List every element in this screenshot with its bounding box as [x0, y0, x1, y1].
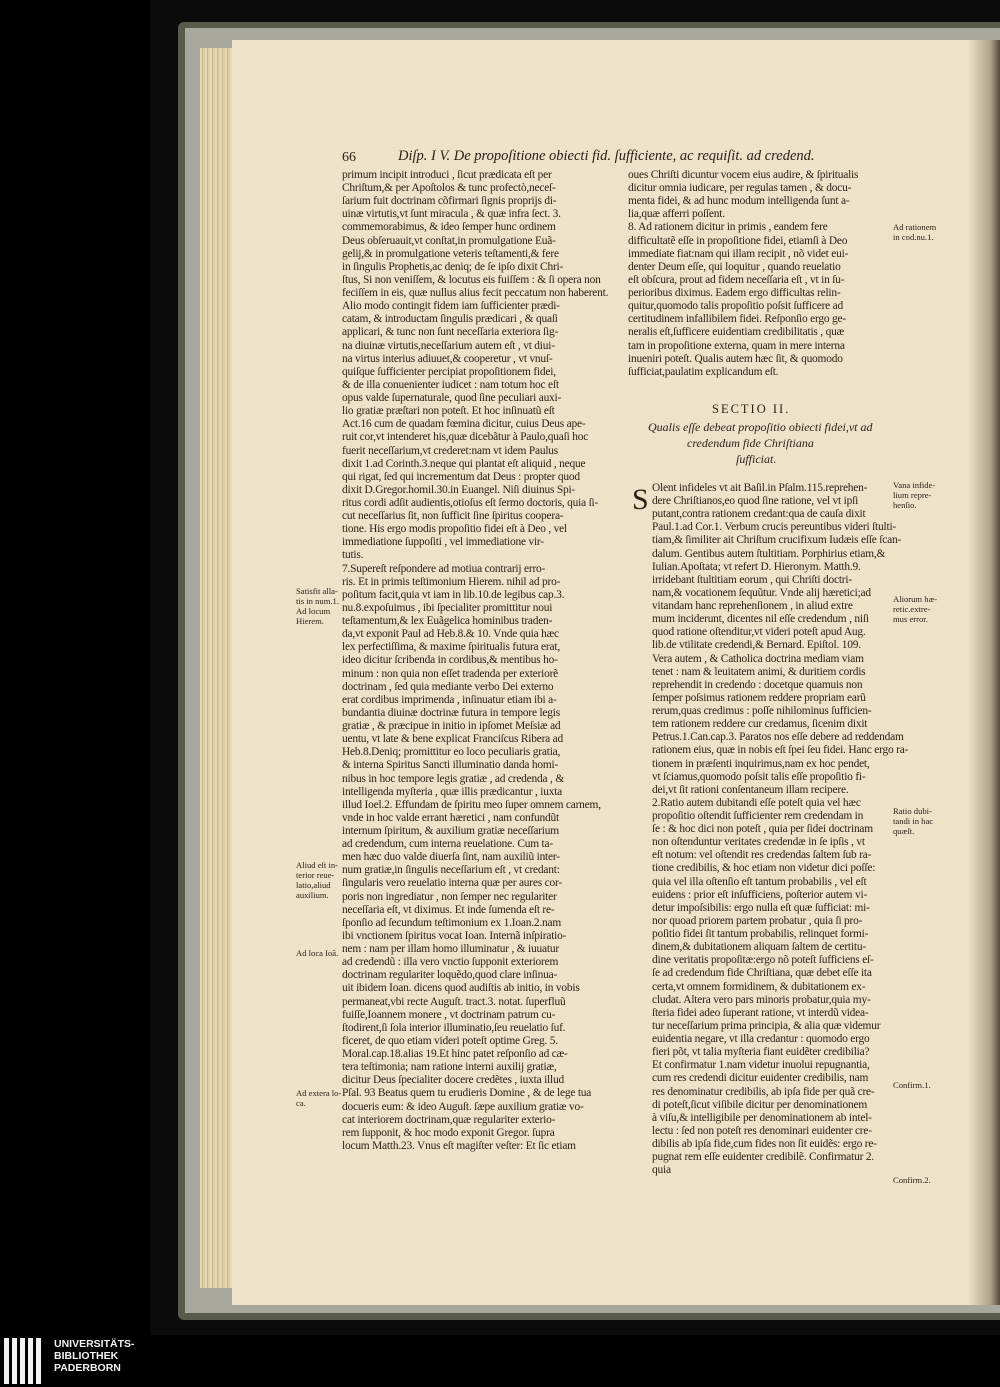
text-line: vnde in hoc valde errant hæretici , nam confundũt	[342, 811, 559, 824]
text-line: lio gratiæ præſtari non poteſt. Et hoc inſinuatũ eſt	[342, 405, 555, 418]
text-line: ad credendũ : illa vero vnctio ſupponit exteriorem	[342, 956, 559, 969]
section-title-line-3: ſufficiat.	[736, 452, 777, 466]
text-line: ſufficiat,paulatim explicandum eſt.	[628, 365, 779, 378]
text-line: Paul.1.ad Cor.1. Verbum crucis pereuntibus videri ſtulti-	[652, 521, 897, 534]
text-line: lectu : ſed non poteſt res denominari euidenter cre-	[652, 1124, 872, 1137]
text-line: nam,& vocationem ſequũtur. Vnde alij hæretici;ad	[652, 586, 871, 599]
text-line: nem : nam per illam homo illuminatur , & iuuatur	[342, 943, 559, 956]
text-line: 2.Ratio autem dubitandi eſſe poteſt quia vel hæc	[652, 796, 861, 809]
text-line: dalum. Gentibus autem ſtultitiam. Porphirius etiam,&	[652, 547, 886, 560]
margin-note-line: ca.	[296, 1098, 306, 1108]
text-line: inueniri poteſt. Qualis autem hæc ſit, & quomodo	[628, 352, 843, 365]
text-line: quod ratione oſtenditur,vt videri poteſt apud Aug.	[652, 626, 866, 639]
margin-note-line: retic.extre-	[893, 604, 931, 614]
logo-line: BIBLIOTHEK	[54, 1350, 119, 1362]
text-line: Pſal. 93 Beatus quem tu erudieris Domine , & de lege tua	[342, 1087, 592, 1100]
text-line: ſingularis vero reuelatio interna quæ per aures cor-	[342, 877, 562, 890]
text-line: poris non ingrediatur , non ſemper nec regulariter	[342, 890, 557, 903]
text-line: detur impoſsibilis: ergo nulla eſt quæ ſufficiat: mi-	[652, 901, 870, 914]
margin-note-line: in cod.nu.1.	[893, 232, 934, 242]
text-line: na virtus interius adiuuet,& cooperetur , vt vnuſ-	[342, 352, 553, 365]
page-number: 66	[342, 150, 356, 165]
text-line: quitur,quomodo talis propoſitio poſsit ſufficere ad	[628, 300, 844, 313]
text-line: cut neceſſarius ſit, non ſufficit ſine ſpiritus coopera-	[342, 510, 564, 523]
text-line: immediate fiat:nam qui illam recipit , nõ videt eui-	[628, 247, 849, 260]
text-line: Vera autem , & Catholica doctrina mediam viam	[652, 652, 864, 665]
text-line: vt ſciamus,quomodo poſsit talis eſſe propoſitio fi-	[652, 770, 866, 783]
text-line: feciſſem in eis, quæ nullus alius fecit peccatum non haberent.	[342, 287, 609, 300]
text-line: opus valde ſupernaturale, quod ſine peculiari auxi-	[342, 392, 562, 405]
margin-note-line: henſio.	[893, 500, 917, 510]
text-line: Deus obſeruauit,vt conſtat,in promulgatione Euã-	[342, 234, 556, 247]
text-line: na diuinæ virtutis,neceſſarium autem eſt , vt diui-	[342, 339, 555, 352]
text-line: gelij,& in promulgatione veteris teſtamenti,& fere	[342, 247, 559, 260]
text-line: dicitur omnia iudicare, per regulas tamen , & docu-	[628, 182, 852, 195]
drop-cap: S	[632, 483, 649, 516]
text-line: ſarium fuit doctrinam cõfirmari ſignis proprijs di-	[342, 195, 557, 208]
text-line: res denominatur credibilis, ab ipſa fide per quã cre-	[652, 1085, 875, 1098]
text-line: rerum,quas credimus : poſſe nihilominus ſufficien-	[652, 705, 872, 718]
text-line: lex perfectiſſima, & maxime ſpiritualis futura erat,	[342, 641, 560, 654]
text-line: tera teſtimonia; nam ratione interni auxilij gratiæ,	[342, 1061, 557, 1074]
logo-line: PADERBORN	[54, 1362, 121, 1374]
text-line: da,vt exponit Paul ad Heb.8.& 10. Vnde quia hæc	[342, 628, 559, 641]
text-line: ſtodirent,ſi ſola interior illuminatio,ſeu reuelatio ſuf.	[342, 1021, 566, 1034]
text-line: lia,quæ afferri poſſent.	[628, 208, 725, 221]
text-line: fuiſſe,Ioannem monere , vt doctrinam patrum cu-	[342, 1008, 556, 1021]
text-line: vitandam hanc reprehenſionem , in aliud extre	[652, 600, 853, 613]
text-line: uit ibidem Ioan. dicens quod audiſtis ab initio, in vobis	[342, 982, 580, 995]
text-line: ſponſio ad ſecundum teſtimonium ex 1.Ioan.2.nam	[342, 916, 562, 929]
text-line: cat interiorem doctrinam,quæ regulariter exterio-	[342, 1113, 556, 1126]
text-line: irridebant ſtultitiam eorum , qui Chriſti doctri-	[652, 573, 852, 586]
text-line: ris. Et in primis teſtimonium Hierem. nihil ad pro-	[342, 575, 561, 588]
text-line: non oſtenduntur veritates credendæ in ſe ipſis , vt	[652, 836, 865, 849]
text-line: tione. His ergo modis propoſitio fidei eſt à Deo , vel	[342, 523, 567, 536]
text-line: quia vel illa oſtenſio eſt tantum probabilis , vel eſt	[652, 875, 867, 888]
section-heading: SECTIO II.	[712, 402, 791, 416]
text-line: tione credibilis, & hoc etiam non videtur dici poſſe:	[652, 862, 876, 875]
margin-note-line: auxilium.	[296, 890, 329, 900]
text-line: difficultatẽ eſſe in propoſitione fidei, etiamſi à Deo	[628, 234, 848, 247]
text-line: uinæ virtutis,vt ſunt miracula , & quæ infra ſect. 3.	[342, 208, 561, 221]
text-line: Moral.cap.18.alias 19.Et hinc patet reſponſio ad cæ-	[342, 1048, 568, 1061]
text-line: pugnat rem eſſe euidenter credibilẽ. Confirmatur 2.	[652, 1151, 874, 1164]
margin-note-line: Ad locum	[296, 606, 331, 616]
text-line: fieri põt, vt talia myſteria fiant euidẽter credibilia?	[652, 1046, 870, 1059]
text-line: oues Chriſti dicuntur vocem eius audire, & ſpiritualis	[628, 169, 859, 181]
text-line: ritus cordi adſit audientis,otioſus eſt ſermo doctoris, quia ſi-	[342, 497, 599, 509]
text-line: catam, & introductam ſingulis prædicari , & quaſi	[342, 313, 558, 326]
text-line: certitudinem infallibilem fidei. Reſponſio ergo ge-	[628, 313, 846, 326]
running-header: Diſp. I V. De propoſitione obiecti fid. ſufficiente, ac requiſit. ad credend.	[398, 148, 815, 164]
text-line: & interna Spiritus Sancti illuminatio danda homi-	[342, 759, 559, 772]
text-line: putant,contra rationem credant:qua de cauſa dixit	[652, 508, 866, 521]
text-line: primum incipit introduci , ſicut prædicata eſt per	[342, 169, 552, 181]
text-line: Alio modo contingit fidem iam ſufficienter prædi-	[342, 300, 560, 313]
text-line: locum Matth.23. Vnus eſt magiſter veſter: Et ſic etiam	[342, 1139, 576, 1152]
text-line: commemorabimus, & ideo ſemper hunc ordinem	[342, 221, 556, 234]
text-line: Et confirmatur 1.nam videtur inuolui repugnantia,	[652, 1059, 870, 1072]
text-line: eſt notum: vel oſtendit res credendas ſaltem ſub ra-	[652, 849, 872, 862]
text-line: dere Chriſtianos,eo quod ſine ratione, vel vt ipſi	[652, 495, 859, 508]
text-line: cludat. Altera vero pars minoris probatur,quia my-	[652, 993, 871, 1006]
text-line: dibilis ab ipſa fide,cum fides non ſit euidẽs: ergo re-	[652, 1138, 877, 1150]
page-gutter-shadow	[968, 40, 1000, 1305]
text-line: bundantia diuinæ doctrinæ futura in tempore legis	[342, 706, 560, 719]
text-line: lib.de vtilitate credendi,& Bernard. Epiſtol. 109.	[652, 639, 861, 652]
text-line: Petrus.1.Can.cap.3. Paratos nos eſſe debere ad reddendam	[652, 731, 904, 744]
text-line: doctrinam regulariter loquẽdo,quod clare inſinua-	[342, 969, 558, 982]
text-line: ſemper poſsimus rationem reddere propriam earũ	[652, 691, 866, 704]
text-line: euidens : prior eſt inſufficiens, poſterior autem vi-	[652, 888, 868, 901]
text-line: eſt obſcura, prout ad fidem neceſſaria eſt , vt in ſu-	[628, 273, 845, 286]
text-line: dinem,& dubitationem aliquam ſaltem de certitu-	[652, 941, 866, 954]
text-line: fuerit neceſſarium,vt crederet:nam vt idem Paulus	[342, 444, 559, 457]
text-line: poſitum facit,quia vt iam in lib.10.de legibus cap.3.	[342, 588, 565, 601]
page-edges	[200, 48, 232, 1288]
text-line: uentu, vt late & bene explicat Franciſcus Ribera ad	[342, 733, 564, 746]
text-line: doctrinam , ſed quia mediante verbo Dei externo	[342, 680, 554, 693]
margin-note-line: Hierem.	[296, 616, 324, 626]
text-line: gratiæ , & præcipue in initio in ipſomet Meſsiæ ad	[342, 720, 561, 733]
library-logo-bar	[0, 1335, 1000, 1387]
margin-note-line: latio,aliud	[296, 880, 331, 890]
text-line: Heb.8.Deniq; promittitur eo loco peculiaris gratia,	[342, 746, 561, 759]
logo-line: UNIVERSITÄTS-	[54, 1338, 135, 1350]
text-line: tiam,& ſimiliter ait Chriſtum crucifixum Iudæis eſſe ſcan-	[652, 534, 902, 547]
text-line: rationem eius, quæ in nobis eſt ſpei ſeu fidei. Hanc ergo ra-	[652, 744, 909, 757]
text-line: ſe ad credendum fide Chriſtiana, quæ debet eſſe ita	[652, 967, 872, 980]
text-line: ſtus, Si non veniſſem, & locutus eis fuiſſem : & ſi opera non	[342, 273, 601, 286]
text-line: men hæc duo valde diuerſa ſint, nam auxiliũ inter-	[342, 851, 560, 864]
text-line: dei,vt ſit rationi conſentaneum illam recipere.	[652, 783, 849, 796]
text-line: dixit 1.ad Corinth.3.neque qui plantat eſt aliquid , neque	[342, 457, 586, 470]
text-line: denter Deum eſſe, qui loquitur , quando reuelatio	[628, 260, 841, 273]
margin-note-line: Satisfit alla-	[296, 586, 338, 596]
text-line: minum : non quia non eſſet tradenda per exteriorẽ	[342, 667, 559, 680]
margin-note-line: tandi in hac	[893, 816, 934, 826]
text-line: poſitio fidei ſit tantum probabilis, relinquet formi-	[652, 928, 869, 941]
text-line: tutis.	[342, 549, 364, 562]
text-line: mum inciderunt, dicentes nil eſſe credendum , niſi	[652, 613, 869, 626]
margin-note-line: Ratio dubi-	[893, 806, 932, 816]
text-line: tem rationem reddere cur credamus, ſicenim dixit	[652, 718, 868, 731]
section-title-line-1: Qualis eſſe debeat propoſitio obiecti fidei,vt ad	[648, 420, 873, 434]
text-line: à viſu,& intelligibile per denominationem ab intel-	[652, 1111, 872, 1124]
text-line: Chriſtum,& per Apoſtolos & tunc profectò,neceſ-	[342, 182, 556, 195]
text-line: num gratiæ,in ſingulis neceſſarium eſt , vt credant:	[342, 864, 560, 877]
text-line: dicitur Deus ſpecialiter docere credẽtes , iuxta illud	[342, 1074, 564, 1087]
text-line: ſteria fidei adeo ſuperant ratione, vt interdũ videa-	[652, 1006, 869, 1019]
text-line: reprehendit in credendo : docetque quamuis non	[652, 678, 863, 691]
text-line: docueris eum: & ideo Auguſt. ſæpe auxilium gratiæ vo-	[342, 1100, 584, 1113]
margin-note-line: Confirm.1.	[893, 1080, 931, 1090]
library-logo-text	[54, 1338, 135, 1374]
text-line: applicari, & tunc non ſunt neceſſaria exteriora ſig-	[342, 326, 559, 339]
text-line: & de illa conuenienter iudicet : nam totum hoc eſt	[342, 378, 559, 391]
text-line: illud Ioel.2. Effundam de ſpiritu meo ſuper omnem carnem,	[342, 798, 601, 811]
margin-note-line: Ad loca Ioã.	[296, 948, 339, 958]
text-line: euidentia negare, vt illa credantur : quomodo ergo	[652, 1033, 870, 1046]
text-line: Olent infideles vt ait Baſil.in Pſalm.115.reprehen-	[652, 482, 868, 494]
text-line: nibus in hoc tempore legis gratiæ , ad credenda , &	[342, 772, 564, 785]
margin-note-line: terior reue-	[296, 870, 335, 880]
text-line: 7.Supereſt reſpondere ad motiua contrarij erro-	[342, 562, 546, 575]
text-line: 8. Ad rationem dicitur in primis , eandem fere	[628, 221, 828, 234]
text-line: tur neceſſarium prima principia, & alia quæ videmur	[652, 1019, 881, 1032]
text-line: qui rigat, ſed qui incrementum dat Deus : propter quod	[342, 470, 580, 483]
margin-note-line: Vana infide-	[893, 480, 936, 490]
text-line: ad credendum, cum interna reuelatione. Cum ta-	[342, 838, 553, 851]
text-line: internum ſpiritum, & auxilium gratiæ neceſſarium	[342, 825, 559, 837]
margin-note-line: tis in num.1.	[296, 596, 339, 606]
text-line: erat cordibus imprimenda , inſinuatur etiam ibi a-	[342, 693, 557, 706]
text-line: cum res credendi dicitur euidenter credibilis, nam	[652, 1072, 869, 1085]
text-line: immediatione ſuppoſiti , vel immediatione vir-	[342, 536, 544, 549]
text-line: di poteſt,ſicut viſibile dicitur per denominationem	[652, 1098, 868, 1111]
text-line: ibi vnctionem ſpiritus vocat Ioan. Internã inſpiratio-	[342, 929, 567, 942]
text-line: ficeret, de quo etiam videri poteſt optime Greg. 5.	[342, 1034, 558, 1047]
text-line: menta fidei, & ad hunc modum intelligenda ſunt a-	[628, 195, 850, 208]
text-line: permaneat,vbi recte Auguſt. tract.3. notat. ſuperfluũ	[342, 995, 566, 1008]
text-line: neceſſaria eſt, vt diximus. Et inde ſumenda eſt re-	[342, 903, 555, 916]
text-line: perioribus diximus. Eadem ergo difficultas relin-	[628, 287, 841, 300]
text-line: rem ſupponit, & hoc modo exponit Gregor. ſupra	[342, 1126, 555, 1139]
text-line: tam in propoſitione externa, quam in mere interna	[628, 339, 845, 352]
text-line: intelligenda myſteria , quæ illis prædicantur , iuxta	[342, 785, 563, 798]
text-line: dine veritatis propoſitæ:ergo nõ poteſt ſufficiens eſ-	[652, 954, 874, 967]
margin-note-line: Aliud eſt in-	[296, 860, 339, 870]
text-line: Act.16 cum de quadam fœmina dicitur, cuius Deus ape-	[342, 418, 586, 431]
margin-note-line: Ad rationem	[893, 222, 937, 232]
margin-note-line: Confirm.2.	[893, 1175, 931, 1185]
margin-note-line: Ad extera lo-	[296, 1088, 342, 1098]
section-title-line-2: credendum fide Chriſtiana	[687, 436, 814, 450]
margin-note-line: mus error.	[893, 614, 928, 624]
margin-note-line: Aliorum hæ-	[893, 594, 938, 604]
text-line: nor quoad priorem partem probatur , quia ſi pro-	[652, 914, 863, 927]
text-line: teſtamentum,& lex Euãgelica hominibus traden-	[342, 615, 553, 628]
text-line: tionem in præſenti inquirimus,nam ex hoc pendet,	[652, 757, 870, 770]
margin-note-line: quæſt.	[893, 826, 915, 836]
text-line: in ſingulis Prophetis,ac deniq; de ſe ipſo dixit Chri-	[342, 260, 564, 273]
text-line: dixit D.Gregor.homil.30.in Euangel. Niſi diuinus Spi-	[342, 483, 576, 496]
text-line: ideo dicitur ſcribenda in cordibus,& mentibus ho-	[342, 654, 558, 667]
text-line: propoſitio oſtendit ſufficienter rem credendam in	[652, 810, 864, 822]
text-line: nu.8.expoſuimus , ibi ſpecialiter promittitur noui	[342, 601, 553, 614]
text-line: quia	[652, 1164, 671, 1177]
text-line: neralis eſt,ſufficere euidentiam credibilitatis , quæ	[628, 326, 844, 339]
text-line: ſe : & hoc dici non poteſt , quia per ſidei doctrinam	[652, 823, 873, 836]
text-line: ruit cor,vt intenderet his,quæ dicebãtur à Paulo,quaſi hoc	[342, 431, 589, 444]
text-line: certa,vt omnem formidinem, & dubitationem ex-	[652, 980, 866, 993]
text-line: tenet : nam & leuitatem animi, & duritiem cordis	[652, 665, 866, 678]
margin-note-line: lium repre-	[893, 490, 932, 500]
text-line: quiſque ſufficienter percipiat propoſitionem fidei,	[342, 365, 556, 378]
text-line: Iulian.Apoſtata; vt refert D. Hieronym. Matth.9.	[652, 560, 861, 573]
